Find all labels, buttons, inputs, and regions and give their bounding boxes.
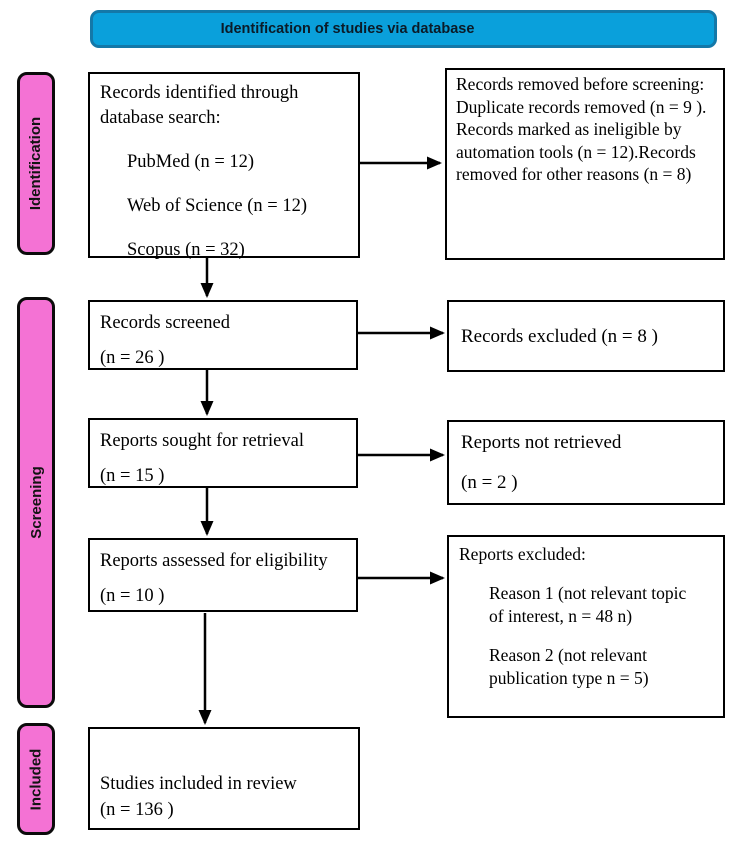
diagram-title: Identification of studies via database	[220, 21, 475, 37]
reports-sought-title: Reports sought for retrieval	[100, 431, 304, 451]
reports-excluded-title: Reports excluded:	[459, 544, 586, 564]
box-reports-not-retrieved	[447, 420, 725, 505]
records-screened-title: Records screened	[100, 313, 230, 333]
records-identified-title: Records identified through database search:	[100, 83, 299, 128]
reports-assessed-title: Reports assessed for eligibility	[100, 551, 328, 571]
records-removed-line-1: Records removed before screening:	[456, 74, 705, 94]
box-studies-included	[88, 727, 360, 830]
records-removed-line-3: Records marked as ineligible by automation tools (n = 12).Records removed for other reasons (n = 8)	[456, 119, 696, 184]
box-records-identified	[88, 72, 360, 258]
stage-bar-screening	[17, 297, 55, 708]
box-reports-excluded	[447, 535, 725, 718]
database-item-pubmed: PubMed (n = 12)	[127, 152, 255, 172]
reports-not-retrieved-title: Reports not retrieved	[461, 432, 622, 453]
box-records-excluded	[447, 300, 725, 372]
records-screened-count: (n = 26 )	[100, 348, 165, 368]
records-excluded-title: Records excluded (n = 8 )	[461, 325, 658, 347]
database-item-scopus: Scopus (n = 32)	[127, 240, 245, 260]
box-reports-sought	[88, 418, 358, 488]
studies-included-count: (n = 136 )	[100, 800, 174, 820]
stage-bar-included	[17, 723, 55, 835]
box-reports-assessed	[88, 538, 358, 612]
diagram-title-banner	[90, 10, 717, 48]
stage-label-screening: Screening	[27, 466, 45, 539]
box-records-removed	[445, 68, 725, 260]
stage-bar-identification	[17, 72, 55, 255]
reports-not-retrieved-count: (n = 2 )	[461, 472, 518, 493]
records-removed-line-2: Duplicate records removed (n = 9 ).	[456, 96, 707, 117]
box-records-screened	[88, 300, 358, 370]
reports-excluded-reason-1: Reason 1 (not relevant topic of interest, n = 48 n)	[489, 583, 687, 626]
studies-included-title: Studies included in review	[100, 774, 297, 794]
reports-assessed-count: (n = 10 )	[100, 586, 165, 606]
reports-sought-count: (n = 15 )	[100, 466, 165, 486]
stage-label-identification: Identification	[27, 116, 45, 211]
stage-label-included: Included	[27, 748, 45, 810]
reports-excluded-reason-2: Reason 2 (not relevant publication type n = 5)	[489, 645, 649, 688]
database-item-web-of-science: Web of Science (n = 12)	[127, 196, 308, 216]
